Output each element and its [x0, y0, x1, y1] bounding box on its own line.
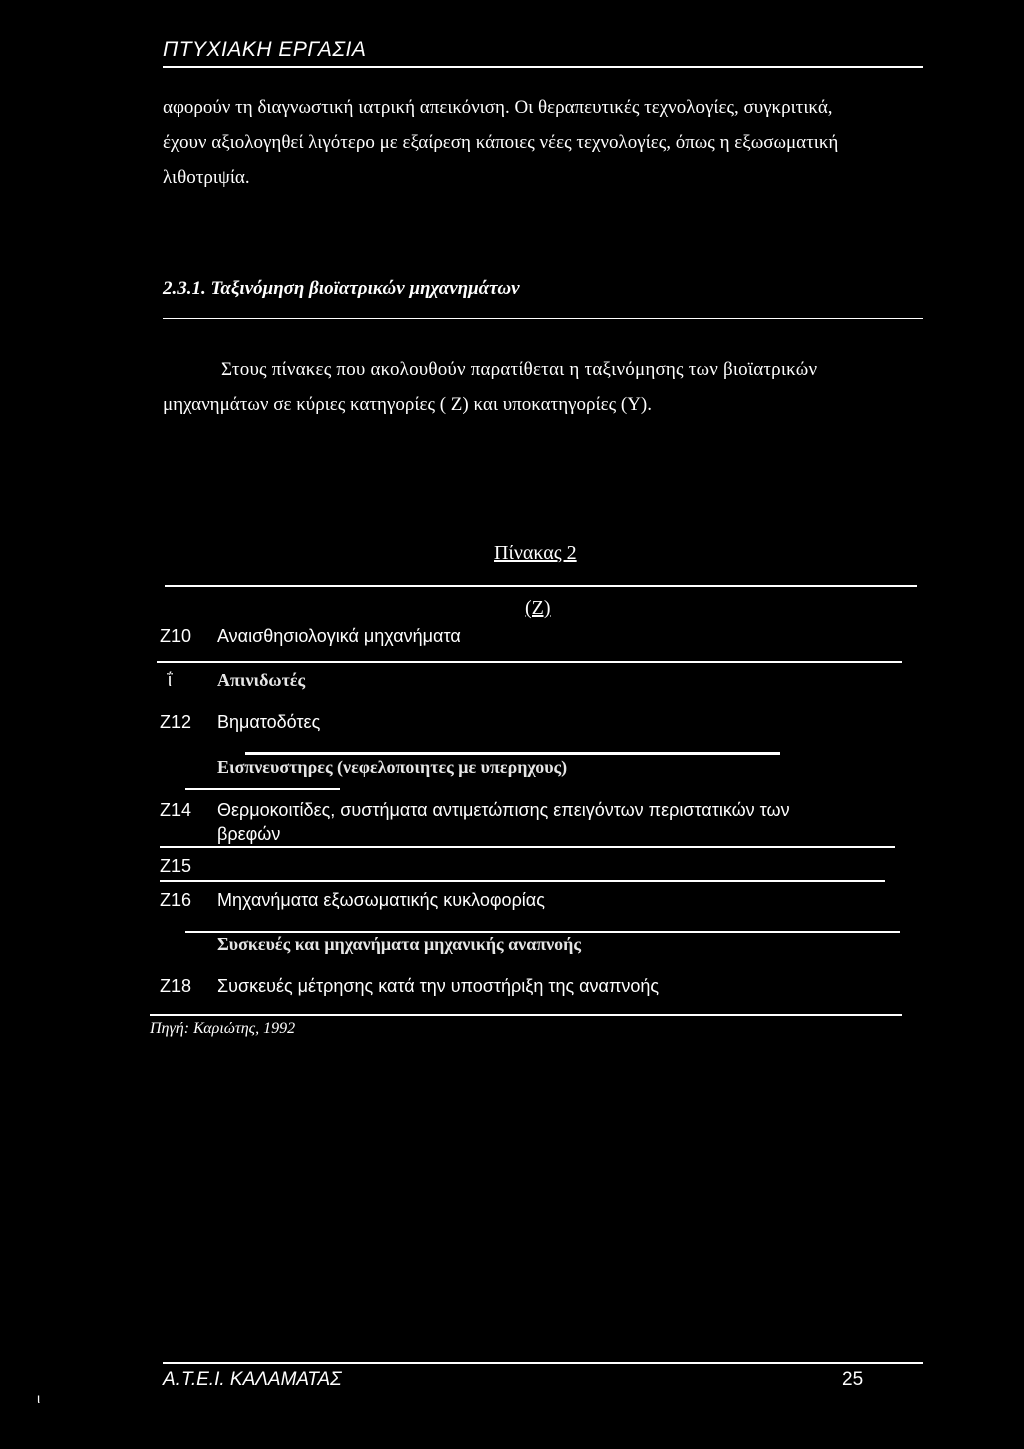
- table-row-rule: [157, 661, 902, 663]
- table-row-code: Ζ12: [160, 712, 192, 732]
- table-row-rule: [185, 788, 340, 790]
- footer-rule: [163, 1362, 923, 1364]
- table-bottom-rule: [150, 1014, 902, 1016]
- section-paragraph: [163, 352, 923, 422]
- table-row-code: Ζ15: [160, 856, 192, 876]
- section-line: Στους πίνακες που ακολουθούν παρατίθεται η ταξινόμησης των βιοϊατρικών: [221, 359, 818, 380]
- table-top-rule: [165, 585, 917, 587]
- page-number: 25: [842, 1369, 864, 1390]
- section-heading: 2.3.1. Ταξινόμηση βιοϊατρικών μηχανημάτων: [163, 278, 520, 299]
- table-source: Πηγή: Καριώτης, 1992: [150, 1020, 296, 1037]
- section-line: μηχανημάτων σε κύριες κατηγορίες ( Ζ) και υποκατηγορίες (Υ).: [163, 394, 652, 415]
- footer-stray-mark: ι: [37, 1390, 41, 1406]
- table-row-code: Ζ18: [160, 976, 192, 996]
- table-row-label: Θερμοκοιτίδες, συστήματα αντιμετώπισης επειγόντων περιστατικών των: [217, 800, 790, 820]
- intro-paragraph: [163, 90, 923, 195]
- table-row-label-continued: βρεφών: [217, 824, 281, 844]
- table-row-rule: [160, 880, 885, 882]
- table-row-code: ΐ: [168, 670, 172, 690]
- table-row-label: Βηματοδότες: [217, 712, 321, 732]
- table-row-label: Αναισθησιολογικά μηχανήματα: [217, 626, 461, 646]
- header-title: ΠΤΥΧΙΑΚΗ ΕΡΓΑΣΙΑ: [163, 38, 367, 61]
- table-row-label: Μηχανήματα εξωσωματικής κυκλοφορίας: [217, 890, 545, 910]
- intro-line: λιθοτριψία.: [163, 167, 250, 188]
- table-category-marker: (Ζ): [525, 597, 551, 619]
- table-row-rule: [160, 846, 895, 848]
- table-row-rule: [245, 752, 780, 755]
- table-row-label: Συσκευές και μηχανήματα μηχανικής αναπνοής: [217, 934, 581, 954]
- table-title: Πίνακας 2: [494, 542, 577, 564]
- table-row-rule: [185, 931, 900, 933]
- table-row-code: Ζ10: [160, 626, 192, 646]
- footer-institution: Α.Τ.Ε.Ι. ΚΑΛΑΜΑΤΑΣ: [163, 1369, 342, 1390]
- intro-line: αφορούν τη διαγνωστική ιατρική απεικόνιση. Οι θεραπευτικές τεχνολογίες, συγκριτικά,: [163, 97, 833, 118]
- table-row-code: Ζ16: [160, 890, 192, 910]
- table-row-label: Συσκευές μέτρησης κατά την υποστήριξη της αναπνοής: [217, 976, 660, 996]
- table-row-label: Απινιδωτές: [217, 670, 306, 690]
- table-row-label: Εισπνευστηρες (νεφελοποιητες με υπερηχους): [217, 757, 568, 777]
- intro-line: έχουν αξιολογηθεί λιγότερο με εξαίρεση κάποιες νέες τεχνολογίες, όπως η εξωσωματική: [163, 132, 839, 153]
- header-rule: [163, 66, 923, 68]
- table-row-code: Ζ14: [160, 800, 192, 820]
- section-rule: [163, 318, 923, 319]
